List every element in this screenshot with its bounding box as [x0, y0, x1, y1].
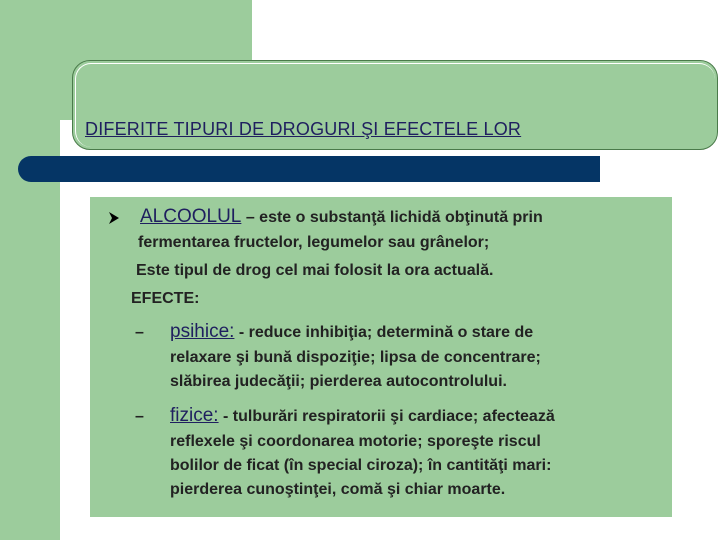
psychic-line-2: relaxare şi bună dispoziţie; lipsa de concentrare; [170, 349, 541, 366]
content-box [90, 197, 672, 517]
alcohol-keyword: ALCOOLUL [140, 206, 242, 227]
psychic-line-3: slăbirea judecăţii; pierderea autocontrolului. [170, 373, 507, 390]
physical-line-1 [170, 405, 555, 427]
alcohol-line-1 [140, 206, 543, 228]
physical-line-1-text: - tulburări respiratorii şi cardiace; afectează [218, 408, 555, 425]
alcohol-line-3: Este tipul de drog cel mai folosit la ora actuală. [136, 262, 494, 279]
physical-line-4: pierderea cunoştinţei, comă şi chiar moarte. [170, 481, 506, 498]
alcohol-line-1-text: – este o substanţă lichidă obţinută prin [241, 209, 543, 226]
physical-dash: – [135, 408, 144, 425]
physical-line-3: bolilor de ficat (în special ciroza); în cantităţi mari: [170, 457, 552, 474]
title-frame [72, 60, 718, 150]
slide-title: DIFERITE TIPURI DE DROGURI ŞI EFECTELE LOR [85, 119, 522, 139]
physical-line-2: reflexele şi coordonarea motorie; sporeşte riscul [170, 433, 541, 450]
psychic-line-1-text: - reduce inhibiţia; determină o stare de [234, 324, 534, 341]
alcohol-line-2: fermentarea fructelor, legumelor sau grânelor; [138, 234, 490, 251]
physical-keyword: fizice: [170, 405, 219, 426]
psychic-line-1 [170, 321, 533, 343]
effects-heading: EFECTE: [131, 290, 200, 307]
psychic-keyword: psihice: [170, 321, 235, 342]
psychic-dash: – [135, 324, 144, 341]
accent-bar [18, 156, 600, 182]
